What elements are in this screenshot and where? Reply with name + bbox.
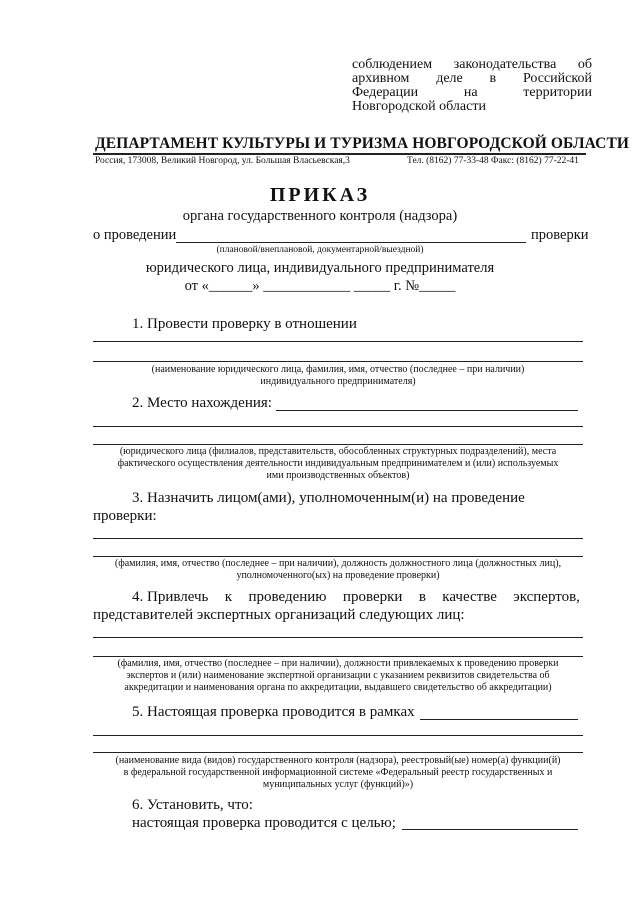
item-6-text-1: 6. Установить, что: [132,797,253,813]
about-suffix: проверки [531,227,589,243]
about-prefix: о проведении [93,227,177,243]
item-1-text: 1. Провести проверку в отношении [132,316,357,332]
item-1-caption: (наименование юридического лица, фамилия, имя, отчество (последнее – при наличии) индивидуального предпринимателя) [151,364,525,387]
letterhead-rule [93,153,586,155]
top-note-line-4: Новгородской области [352,99,486,114]
top-note [352,58,592,114]
order-subject: юридического лица, индивидуального предпринимателя [145,260,495,276]
item-4-blank-2 [93,656,583,657]
item-3-blank-1 [93,538,583,539]
item-3-text-1: 3. Назначить лицом(ами), уполномоченным(и) на проведение [132,490,525,506]
item-2-text: 2. Место нахождения: [132,395,272,411]
item-2-blank-1 [276,410,578,411]
item-2-caption: (юридического лица (филиалов, представительств, обособленных структурных подразделений), места фактического осуществления деятельности индивидуальным предпринимателем и (или) используемых ими производственных объектов) [117,446,559,481]
item-5-caption: (наименование вида (видов) государственного контроля (надзора), реестровый(ые) номер(а) функции(й) в федеральной государственной информационной системе «Федеральный реестр государственных и муниципальных услуг (функций)») [115,755,561,790]
item-5-blank-3 [93,752,583,753]
top-note-line-3: Федерации на территории [352,85,592,100]
department-address: Россия, 173008, Великий Новгород, ул. Большая Власьевская,3 [95,156,350,166]
item-1-blank-2 [93,361,583,362]
item-5-blank-1 [420,719,578,720]
item-4-text-2: представителей экспертных организаций следующих лиц: [93,607,465,623]
item-6-text-2: настоящая проверка проводится с целью; [132,815,396,831]
department-name: ДЕПАРТАМЕНТ КУЛЬТУРЫ И ТУРИЗМА НОВГОРОДСКОЙ ОБЛАСТИ [95,135,630,152]
item-3-text-2: проверки: [93,508,157,524]
check-type-blank [176,242,526,243]
item-5-text: 5. Настоящая проверка проводится в рамках [132,704,415,720]
item-4-blank-1 [93,637,583,638]
item-4-text-1: 4. Привлечь к проведению проверки в качестве экспертов, [132,589,580,605]
department-phones: Тел. (8162) 77-33-48 Факс: (8162) 77-22-41 [407,156,579,166]
item-2-blank-2 [93,426,583,427]
item-5-blank-2 [93,735,583,736]
order-subtitle: органа государственного контроля (надзора) [182,208,458,224]
item-1-blank-1 [93,341,583,342]
item-3-caption: (фамилия, имя, отчество (последнее – при наличии), должность должностного лица (должностных лиц), уполномоченного(ых) на проведение проверки) [114,558,562,581]
check-type-caption: (плановой/внеплановой, документарной/выездной) [216,245,424,255]
order-date-number: от «______» ____________ _____ г. №_____ [184,278,456,294]
item-2-blank-3 [93,444,583,445]
top-note-line-1: соблюдением законодательства об [352,57,592,72]
order-title: ПРИКАЗ [269,184,371,206]
item-6-blank [402,829,578,830]
item-3-blank-2 [93,556,583,557]
item-4-caption: (фамилия, имя, отчество (последнее – при наличии), должности привлекаемых к проведению проверки экспертов и (или) наименование экспертной организации с указанием реквизитов свидетельства об аккредитации и наименования органа по аккредитации, выдавшего свидетельство об аккредитации) [117,658,559,693]
top-note-line-2: архивном деле в Российской [352,71,592,86]
